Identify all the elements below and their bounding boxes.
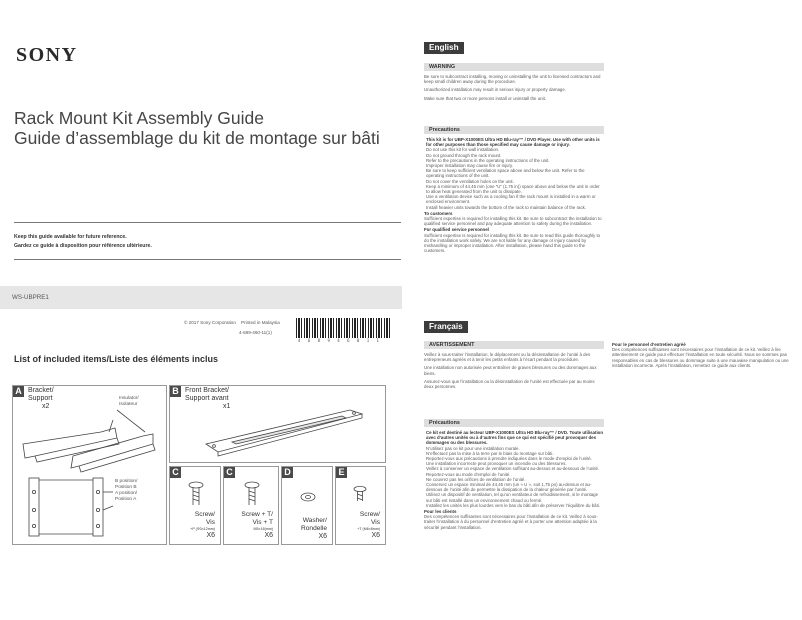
fr-precaution-7: Ne couvrez pas les orifices de ventilation de l’unité. bbox=[426, 476, 526, 482]
badge-c1: C bbox=[170, 467, 181, 478]
fr-warning-p2: Une installation non autorisée peut entraîner de graves blessures ou des dommages aux biens. bbox=[424, 365, 597, 376]
front-bracket-qty: x1 bbox=[223, 403, 231, 410]
francais-qualified bbox=[612, 341, 790, 368]
bracket-name: Bracket/ bbox=[28, 387, 54, 394]
en-qualified-heading: For qualified service personnel bbox=[424, 227, 489, 233]
en-qualified-text: Sufficient expertise is required for installing this kit. Be sure to read this guide thoroughly to do the installation work safely. We are not liable for any damage or injury caused by mishandling or improper installation. After installation, please hand this guide to the customers. bbox=[424, 232, 601, 254]
english-warning-heading: WARNING bbox=[424, 63, 604, 71]
badge-d: D bbox=[282, 467, 293, 478]
badge-a: A bbox=[13, 386, 24, 397]
francais-warning-heading: AVERTISSEMENT bbox=[424, 341, 604, 349]
badge-e: E bbox=[336, 467, 347, 478]
included-items-heading: List of included items/Liste des éléments inclus bbox=[14, 354, 219, 364]
en-precaution-5: Improper installation may cause fire or injury. bbox=[426, 163, 514, 169]
washer-label: Washer/ Rondelle X6 bbox=[300, 517, 327, 540]
panel-screw-e bbox=[335, 466, 386, 545]
title-fr: Guide d’assemblage du kit de montage sur bâti bbox=[14, 128, 380, 148]
en-precaution-6: Be sure to keep sufficient ventilation space above and below the unit. Refer to the operating instructions of the unit. bbox=[426, 168, 585, 179]
bracket-qty: x2 bbox=[42, 403, 50, 410]
en-precaution-8: Keep a minimum of 44.45 mm (one “U” (1.75 in)) space above and below the unit in order to allow heat generated from the unit to dissipate. bbox=[426, 183, 600, 195]
panel-screw-c2 bbox=[223, 466, 279, 545]
model-number: WS-UBPRE1 bbox=[12, 294, 49, 301]
barcode bbox=[296, 318, 392, 338]
en-precaution-7: Do not cover the ventilation holes on the unit. bbox=[426, 178, 514, 184]
position-a-label: A position/ Position A bbox=[115, 491, 138, 502]
fr-warning-p1: Veillez à sous-traiter l’installation, le déplacement ou la désinstallation de l’unité à des entrepreneurs agréés et à tenir les petits enfants à l’écart pendant la procédure. bbox=[424, 352, 591, 363]
panel-screw-c1 bbox=[169, 466, 221, 545]
insulator-label: Insulator/ Isolateur bbox=[119, 396, 139, 407]
badge-b: B bbox=[170, 386, 181, 397]
part-number: 4-689-460-11(1) bbox=[239, 330, 272, 335]
english-precautions-heading: Precautions bbox=[424, 126, 604, 134]
front-bracket-title: Front Bracket/ Support avant x1 bbox=[185, 387, 231, 410]
francais-precautions-heading: Précautions bbox=[424, 419, 604, 427]
english-warning-p1: Be sure to subcontract installing, moving or uninstalling the unit to licensed contractors and keep small children away during the procedure. bbox=[424, 74, 601, 85]
english-warning-p2: Unauthorized installation may result in serious injury or property damage. bbox=[424, 87, 567, 93]
panel-washer bbox=[281, 466, 333, 545]
copyright-text: © 2017 Sony Corporation bbox=[184, 320, 236, 325]
printed-text: Printed in Malaysia bbox=[241, 320, 280, 325]
page-title bbox=[14, 108, 380, 148]
bracket-illustration bbox=[13, 386, 166, 544]
en-precaution-2: Do not use this kit for wall installation. bbox=[426, 147, 500, 153]
screw-c2-label: Screw + T/ Vis + T M5×16(mm) X6 bbox=[241, 511, 273, 539]
tab-english: English bbox=[424, 42, 464, 54]
francais-warning-text bbox=[424, 352, 604, 392]
en-precaution-9: Use a ventilation device such as a cooling fan if the rack mount is installed in a warm or enclosed environment. bbox=[426, 194, 596, 205]
en-precaution-3: Do not ground through the rack mount. bbox=[426, 152, 502, 158]
panel-front-bracket bbox=[169, 385, 386, 463]
model-band bbox=[0, 286, 402, 309]
position-b-label: B position/ Position B bbox=[115, 479, 138, 490]
fr-qualified-heading: Pour le personnel d’entretien agréé bbox=[612, 342, 686, 347]
fr-precaution-5: Une installation incorrecte peut provoquer un incendie ou des blessures. bbox=[426, 461, 567, 467]
fr-precaution-4: Reportez-vous aux précautions à prendre indiquées dans le mode d’emploi de l’unité. bbox=[426, 456, 592, 462]
fr-precaution-10: Installez les unités les plus lourdes vers le bas du bâti afin de préserver l’équilibre du bâti. bbox=[426, 502, 601, 508]
screw-c1-label: Screw/ Vis +P (Φ3×12mm) X6 bbox=[190, 511, 215, 539]
keep-notice-fr: Gardez ce guide à disposition pour référence ultérieure. bbox=[14, 243, 152, 249]
copyright bbox=[184, 320, 280, 325]
fr-customers-heading: Pour les clients bbox=[424, 509, 457, 515]
en-customers-heading: To customers bbox=[424, 210, 453, 216]
fr-precaution-8: Conservez un espace minimal de 44,45 mm (un « U », soit 1,75 po) au-dessus et au-dessous de l’unité afin de permettre la dissipation de la chaleur générée par l’unité. bbox=[426, 482, 592, 493]
panel-bracket bbox=[12, 385, 167, 545]
en-precaution-4: Refer to the precautions in the operating instructions of the unit. bbox=[426, 157, 550, 163]
bracket-name-fr: Support bbox=[28, 395, 53, 402]
title-en: Rack Mount Kit Assembly Guide bbox=[14, 108, 264, 128]
screw-e-label: Screw/ Vis +T (M6×8mm) X6 bbox=[357, 511, 380, 539]
english-warning-text bbox=[424, 74, 604, 104]
fr-precaution-2: N’utilisez pas ce kit pour une installation murale. bbox=[426, 445, 520, 451]
francais-precautions bbox=[424, 430, 604, 530]
fr-precaution-9: Utilisez un dispositif de ventilation, tel qu’un ventilateur de refroidissement, si le montage sur bâti est installé dans un environnement chaud ou fermé. bbox=[426, 492, 599, 503]
en-precaution-10: Install heavier units towards the bottom of the rack to maintain balance of the rack. bbox=[426, 204, 587, 210]
english-precautions bbox=[424, 137, 604, 253]
sony-logo: SONY bbox=[16, 44, 78, 66]
en-precaution-1: This kit is for UBP-X1000ES Ultra HD Blu-ray™ / DVD Player. Use with other units is for other purposes than those specified may cause damage or injury. bbox=[426, 137, 600, 148]
fr-precaution-3: N’effectuez pas la mise à la terre par le biais du montage sur bâti. bbox=[426, 450, 554, 456]
fr-warning-p3: Assurez-vous que l’installation ou la désinstallation de l’unité est effectuée par au moins deux personnes. bbox=[424, 378, 595, 390]
keep-notice-en: Keep this guide available for future reference. bbox=[14, 234, 127, 240]
fr-customers-text: Des compétences suffisantes sont nécessaires pour l’installation de ce kit. Veillez à sous-traiter l’installation à du personnel d’entretien agréé et à porter une attention adaptée à la sécurité pendant l’installation. bbox=[424, 514, 598, 530]
barcode-digits: 4 6 8 9 4 6 0 1 1 bbox=[298, 338, 382, 343]
badge-c2: C bbox=[224, 467, 235, 478]
en-customers-text: Sufficient expertise is required for installing this kit. Be sure to subcontract the installation to qualified service personnel and pay adequate attention to safety during the installation. bbox=[424, 216, 602, 227]
fr-precaution-1: Ce kit est destiné au lecteur UBP-X1000ES Ultra HD Blu-ray™ / DVD. Toute utilisation avec d’autres unités ou à d’autres fins que ce qui est spécifié peut provoquer des dommages ou des blessures. bbox=[426, 430, 604, 446]
english-warning-p3: Make sure that two or more persons install or uninstall the unit. bbox=[424, 95, 547, 101]
fr-qualified-text: Des compétences suffisantes sont nécessaires pour l’installation de ce kit. Veillez à lire attentivement ce guide pour effectuer l’installation en toute sécurité. Nous ne sommes pas responsables en cas de blessures ou dommage suite à une mauvaise manipulation ou une installation incorrecte. Après l’installation, remettez ce guide aux clients. bbox=[612, 347, 789, 368]
fr-precaution-6: Veillez à conserver un espace de ventilation suffisant au-dessus et au-dessous de l’unité. Reportez-vous au mode d’emploi de l’unité. bbox=[426, 466, 600, 477]
keep-notice bbox=[14, 222, 401, 260]
front-bracket-illustration bbox=[170, 386, 385, 462]
tab-francais: Français bbox=[424, 321, 468, 333]
